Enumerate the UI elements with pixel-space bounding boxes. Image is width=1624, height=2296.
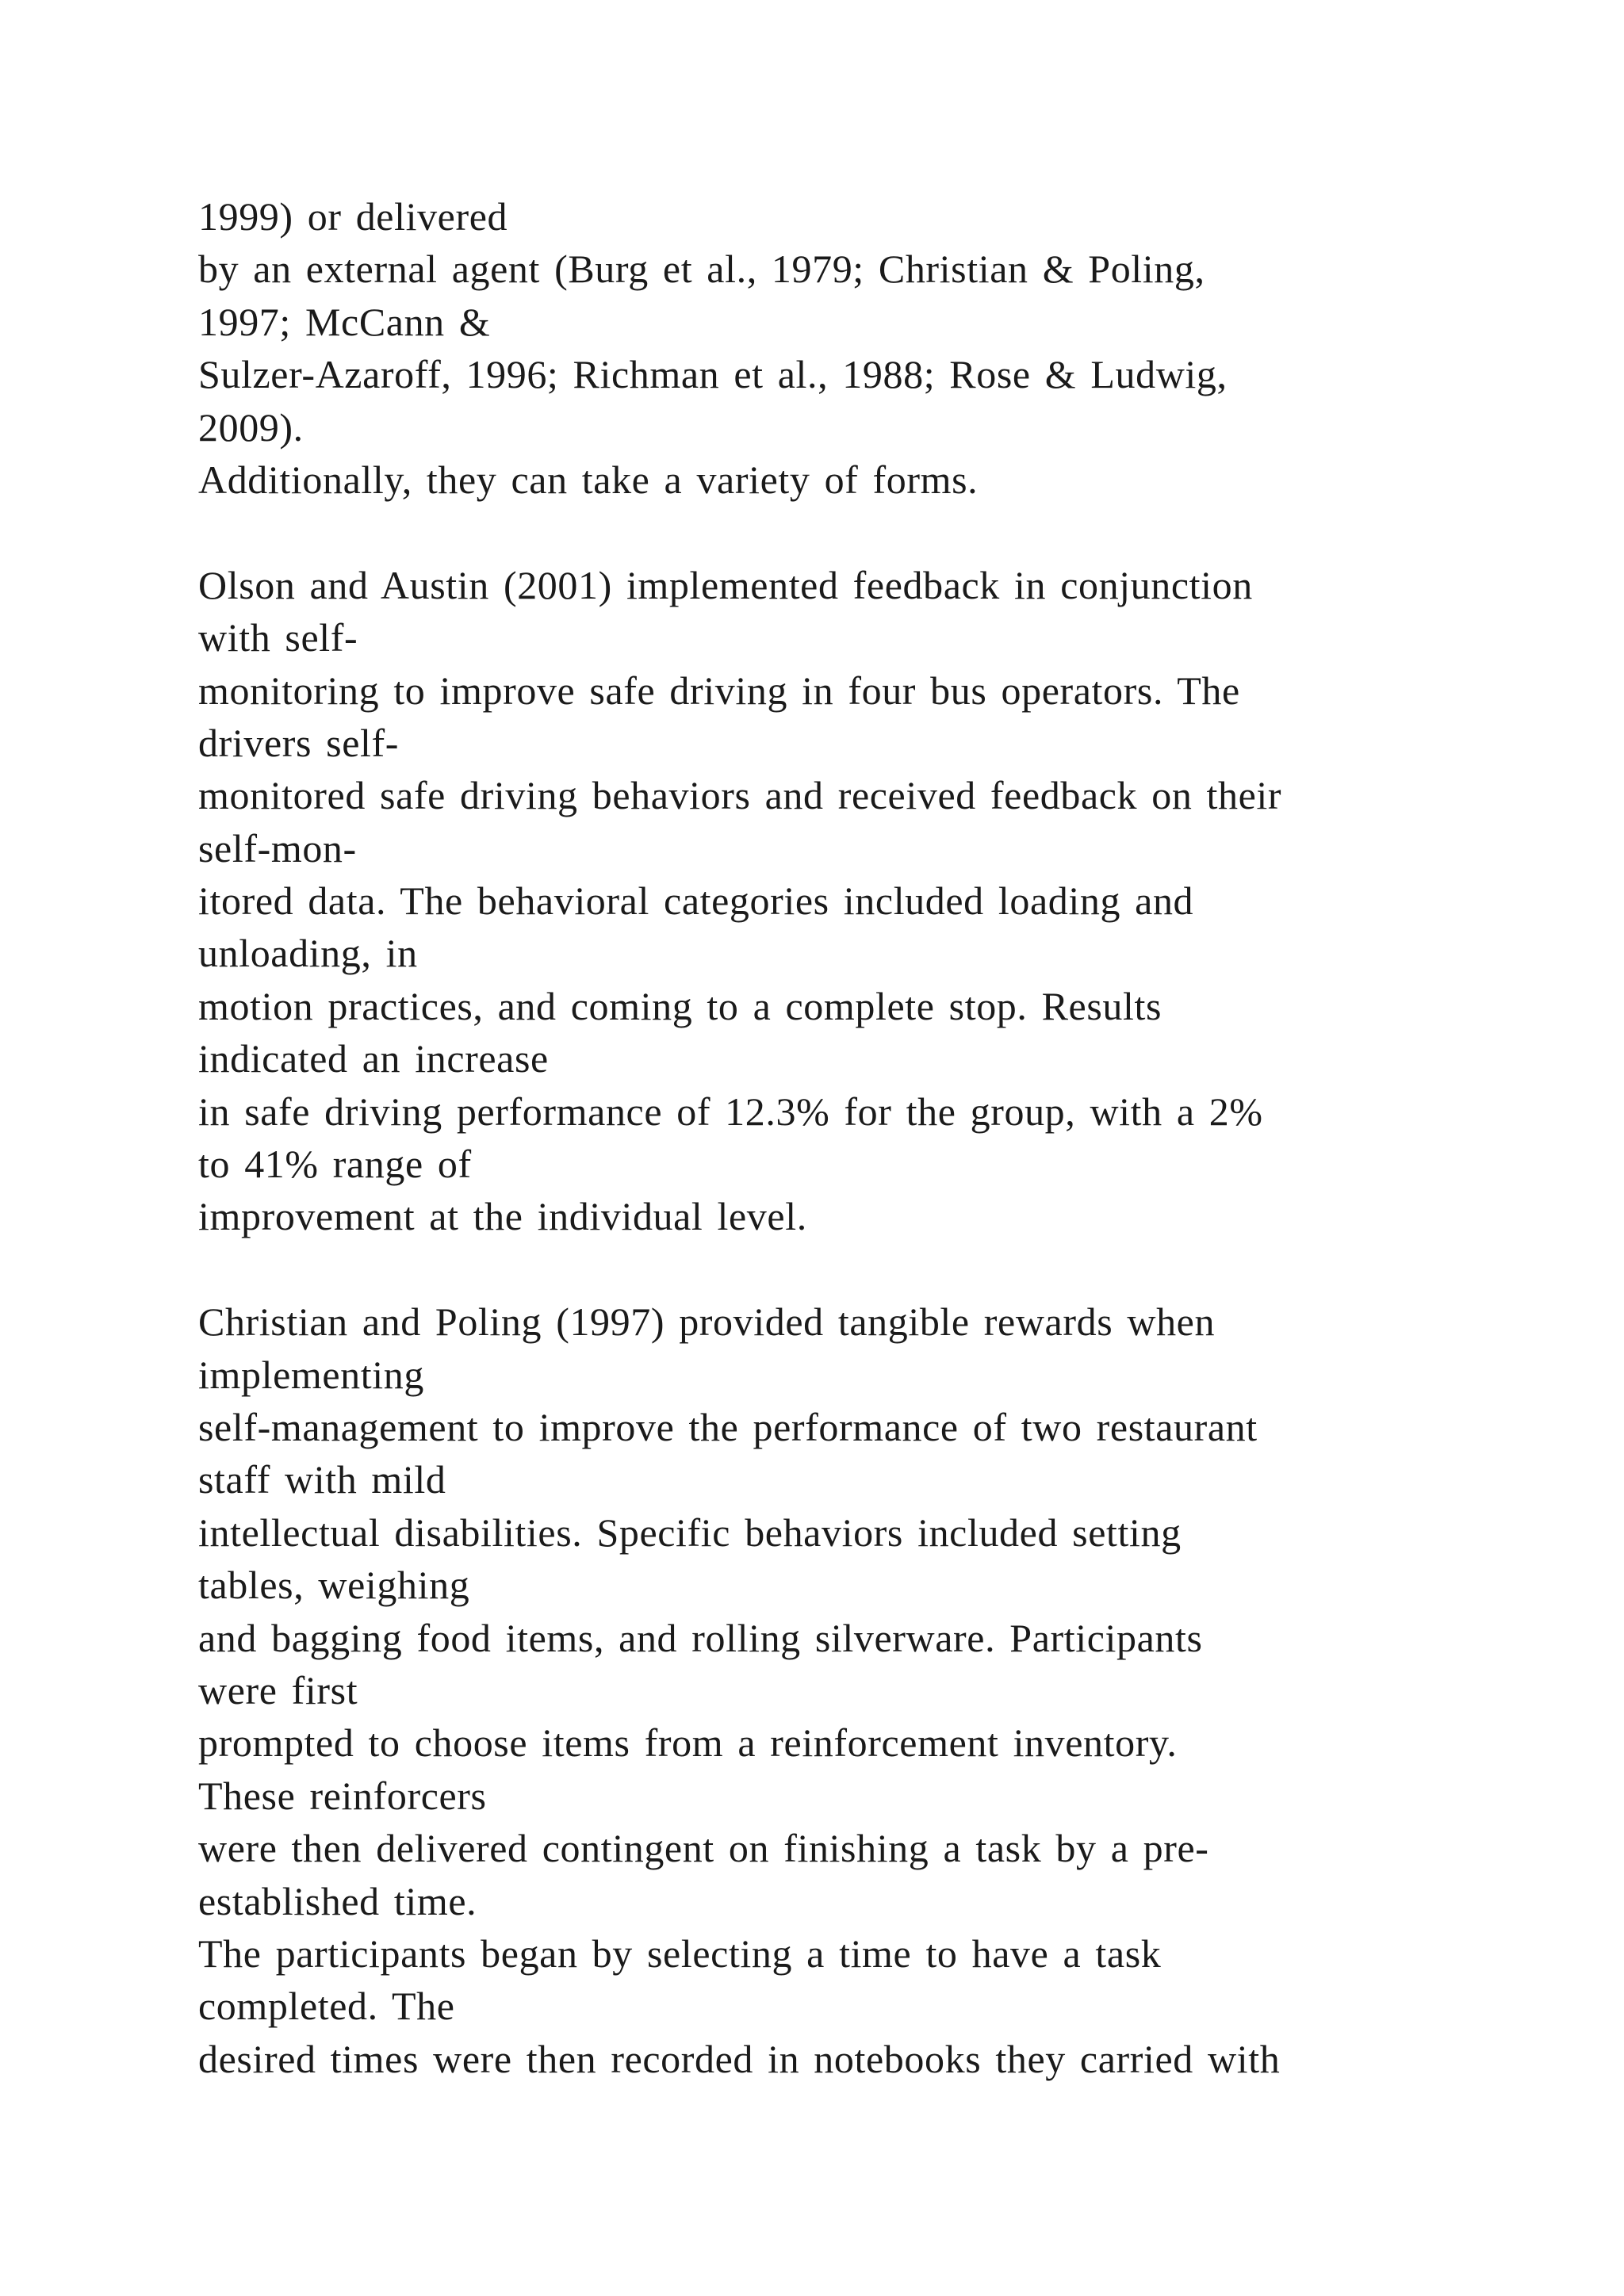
text-line: Additionally, they can take a variety of forms. xyxy=(198,457,979,502)
text-line: self-mon- xyxy=(198,825,357,871)
text-line: were then delivered contingent on finishing a task by a pre- xyxy=(198,1826,1209,1871)
text-line: indicated an increase xyxy=(198,1036,549,1081)
text-line: tables, weighing xyxy=(198,1563,470,1608)
text-line: staff with mild xyxy=(198,1457,446,1502)
text-line: to 41% range of xyxy=(198,1142,472,1187)
text-line: by an external agent (Burg et al., 1979; Christian & Poling, xyxy=(198,247,1205,292)
text-line: completed. The xyxy=(198,1984,455,2029)
text-line: Olson and Austin (2001) implemented feedback in conjunction xyxy=(198,562,1253,607)
text-line: motion practices, and coming to a complete stop. Results xyxy=(198,983,1162,1028)
text-line: drivers self- xyxy=(198,720,399,765)
text-line: intellectual disabilities. Specific behaviors included setting xyxy=(198,1510,1182,1555)
text-line: Sulzer-Azaroff, 1996; Richman et al., 1988; Rose & Ludwig, xyxy=(198,352,1228,397)
text-line: unloading, in xyxy=(198,931,418,976)
text-line: Christian and Poling (1997) provided tangible rewards when xyxy=(198,1299,1216,1345)
text-line: self-management to improve the performance of two restaurant xyxy=(198,1404,1258,1449)
text-line: were first xyxy=(198,1667,358,1712)
text-line: established time. xyxy=(198,1878,477,1923)
text-line: itored data. The behavioral categories included loading and xyxy=(198,878,1194,924)
paragraph-break xyxy=(198,1243,1594,1295)
text-line: prompted to choose items from a reinforcement inventory. xyxy=(198,1720,1178,1766)
paragraph-break xyxy=(198,506,1594,558)
text-line: and bagging food items, and rolling silverware. Participants xyxy=(198,1615,1203,1660)
text-line: 2009). xyxy=(198,404,304,450)
text-line: with self- xyxy=(198,615,358,660)
text-line: desired times were then recorded in notebooks they carried with xyxy=(198,2036,1281,2081)
text-line: These reinforcers xyxy=(198,1773,487,1818)
text-line: monitored safe driving behaviors and received feedback on their xyxy=(198,773,1282,818)
text-line: 1997; McCann & xyxy=(198,299,491,344)
text-line: The participants began by selecting a time to have a task xyxy=(198,1931,1162,1976)
text-line: 1999) or delivered xyxy=(198,194,508,239)
text-line: in safe driving performance of 12.3% for the group, with a 2% xyxy=(198,1089,1263,1134)
text-line: monitoring to improve safe driving in four bus operators. The xyxy=(198,668,1240,713)
body-text xyxy=(198,190,1594,2085)
text-line: implementing xyxy=(198,1352,424,1397)
text-line: improvement at the individual level. xyxy=(198,1194,807,1239)
